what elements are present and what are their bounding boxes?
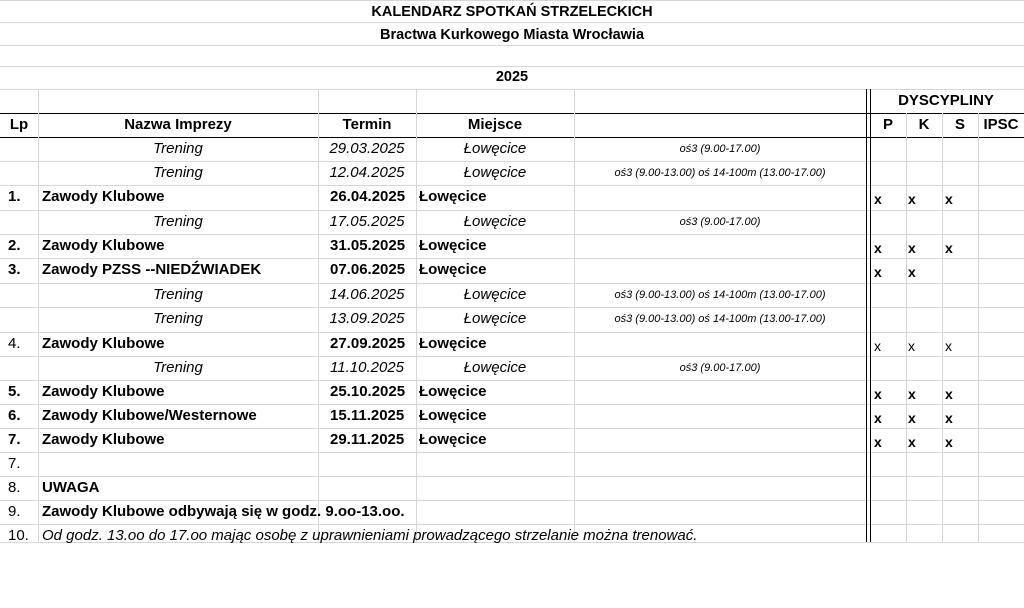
event-name: Trening <box>153 286 203 303</box>
discipline-k-mark: x <box>908 410 916 426</box>
discipline-s-mark: x <box>945 240 953 256</box>
row-number: 7. <box>8 455 21 472</box>
event-note: oś3 (9.00-17.00) <box>679 143 761 155</box>
place-header: Miejsce <box>467 116 523 133</box>
event-name-header: Nazwa Imprezy <box>124 116 232 133</box>
event-place: Łowęcice <box>419 188 487 205</box>
event-date: 12.04.2025 <box>329 164 405 181</box>
discipline-s-mark: x <box>945 191 953 207</box>
row-number: 1. <box>8 188 21 205</box>
discipline-k-header: K <box>918 116 930 133</box>
row-number: 5. <box>8 383 21 400</box>
event-date: 26.04.2025 <box>330 188 406 205</box>
event-name: Zawody Klubowe <box>42 237 165 254</box>
grid-column-line <box>978 113 979 542</box>
event-name: Zawody Klubowe/Westernowe <box>42 407 257 424</box>
discipline-p-mark: x <box>874 434 882 450</box>
grid-column-line <box>942 113 943 542</box>
event-place: Łowęcice <box>463 213 527 230</box>
event-date: 07.06.2025 <box>330 261 406 278</box>
event-date: 29.11.2025 <box>330 431 405 448</box>
event-place: Łowęcice <box>419 261 487 278</box>
event-note: oś3 (9.00-17.00) <box>679 362 761 374</box>
event-date: 31.05.2025 <box>330 237 406 254</box>
grid-row-line <box>0 0 1024 1</box>
lp-header: Lp <box>9 116 29 133</box>
row-number: 4. <box>8 335 21 352</box>
disciplines-header: DYSCYPLINY <box>898 92 994 109</box>
row-number: 2. <box>8 237 21 254</box>
row-number: 3. <box>8 261 21 278</box>
event-name: Zawody Klubowe <box>42 383 165 400</box>
event-place: Łowęcice <box>463 286 527 303</box>
event-note: oś3 (9.00-13.00) oś 14-100m (13.00-17.00) <box>614 313 826 325</box>
event-place: Łowęcice <box>419 431 487 448</box>
discipline-s-mark: x <box>945 434 953 450</box>
discipline-k-mark: x <box>908 240 916 256</box>
discipline-k-mark: x <box>908 191 916 207</box>
discipline-p-mark: x <box>874 338 881 354</box>
grid-row-line <box>0 22 1024 23</box>
event-date: 25.10.2025 <box>330 383 406 400</box>
event-place: Łowęcice <box>463 164 527 181</box>
event-place: Łowęcice <box>463 310 527 327</box>
discipline-k-mark: x <box>908 434 916 450</box>
event-note: oś3 (9.00-13.00) oś 14-100m (13.00-17.00) <box>614 289 826 301</box>
calendar-title: KALENDARZ SPOTKAŃ STRZELECKICH <box>371 4 653 20</box>
event-place: Łowęcice <box>419 335 487 352</box>
event-name: Zawody Klubowe odbywają się w godz. 9.oo-13.oo. <box>42 503 405 520</box>
discipline-s-mark: x <box>945 386 953 402</box>
event-name: Trening <box>153 310 203 327</box>
discipline-s-mark: x <box>945 410 953 426</box>
event-name: Trening <box>153 140 203 157</box>
event-note: oś3 (9.00-17.00) <box>679 216 761 228</box>
date-header: Termin <box>342 116 392 133</box>
year-label: 2025 <box>495 69 529 85</box>
discipline-s-header: S <box>954 116 965 133</box>
row-number: 9. <box>8 503 21 520</box>
event-date: 29.03.2025 <box>329 140 405 157</box>
row-number: 8. <box>8 479 21 496</box>
event-place: Łowęcice <box>419 407 487 424</box>
event-name: Trening <box>153 359 203 376</box>
grid-column-line <box>906 113 907 542</box>
discipline-k-mark: x <box>908 264 916 280</box>
event-place: Łowęcice <box>463 359 527 376</box>
event-name: Zawody Klubowe <box>42 188 165 205</box>
discipline-p-mark: x <box>874 410 882 426</box>
event-name: Od godz. 13.oo do 17.oo mając osobę z uprawnieniami prowadzącego strzelanie można trenować. <box>42 527 698 544</box>
grid-row-line <box>0 66 1024 67</box>
discipline-p-mark: x <box>874 191 882 207</box>
event-date: 15.11.2025 <box>330 407 405 424</box>
row-number: 7. <box>8 431 21 448</box>
row-number: 10. <box>8 527 29 544</box>
discipline-s-mark: x <box>945 338 952 354</box>
discipline-p-mark: x <box>874 240 882 256</box>
event-date: 14.06.2025 <box>329 286 405 303</box>
event-date: 13.09.2025 <box>329 310 405 327</box>
event-name: UWAGA <box>42 479 100 496</box>
discipline-p-header: P <box>882 116 893 133</box>
discipline-p-mark: x <box>874 264 882 280</box>
grid-row-line <box>0 45 1024 46</box>
discipline-p-mark: x <box>874 386 882 402</box>
event-date: 17.05.2025 <box>329 213 405 230</box>
grid-column-line <box>866 89 867 542</box>
event-name: Zawody PZSS --NIEDŹWIADEK <box>42 261 262 278</box>
event-place: Łowęcice <box>463 140 527 157</box>
event-name: Zawody Klubowe <box>42 431 165 448</box>
event-place: Łowęcice <box>419 383 487 400</box>
event-name: Trening <box>153 164 203 181</box>
grid-column-line <box>870 89 871 542</box>
club-name: Bractwa Kurkowego Miasta Wrocławia <box>379 27 645 43</box>
event-name: Zawody Klubowe <box>42 335 165 352</box>
event-date: 27.09.2025 <box>330 335 406 352</box>
event-name: Trening <box>153 213 203 230</box>
discipline-k-mark: x <box>908 338 915 354</box>
row-number: 6. <box>8 407 21 424</box>
event-note: oś3 (9.00-13.00) oś 14-100m (13.00-17.00) <box>614 167 826 179</box>
discipline-ipsc-header: IPSC <box>983 116 1019 133</box>
event-date: 11.10.2025 <box>330 359 404 376</box>
discipline-k-mark: x <box>908 386 916 402</box>
event-place: Łowęcice <box>419 237 487 254</box>
